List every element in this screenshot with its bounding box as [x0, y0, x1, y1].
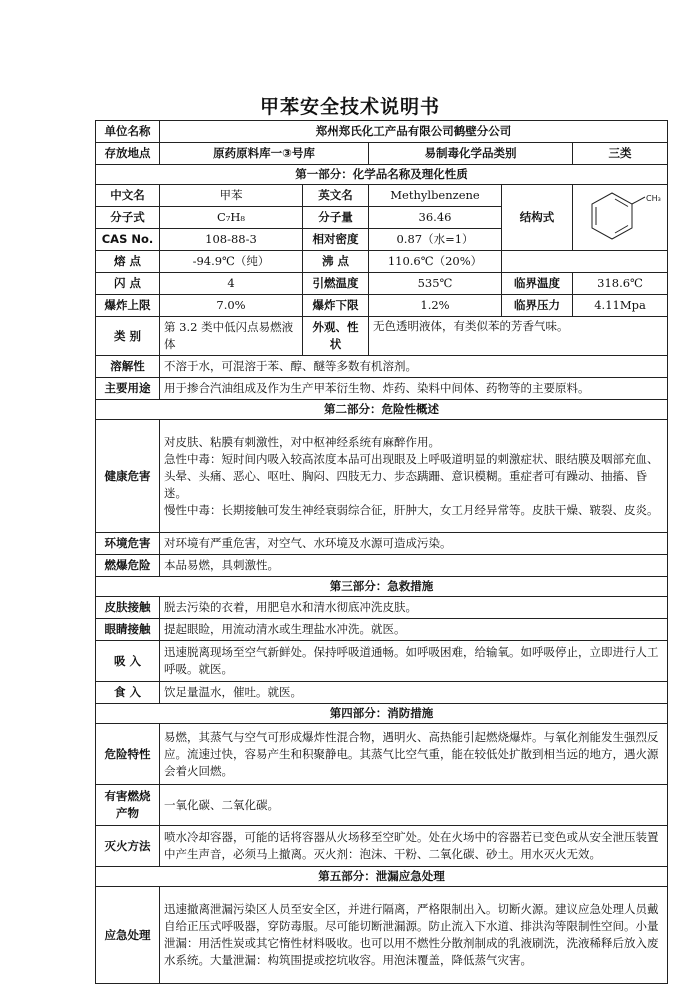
eye-label: 眼睛接触 [96, 619, 160, 641]
skin-row [96, 597, 668, 619]
formula-value: C₇H₈ [160, 207, 303, 229]
fire-value: 本品易燃，具刺激性。 [160, 555, 668, 577]
density-value: 0.87（水=1） [369, 229, 502, 251]
appearance-value: 无色透明液体，有类似苯的芳香气味。 [369, 317, 668, 356]
safety-data-sheet-table [95, 120, 668, 984]
solubility-label: 溶解性 [96, 356, 160, 378]
extinguish-value: 喷水冷却容器，可能的话将容器从火场移至空旷处。处在火场中的容器若已变色或从安全泄压装置中产生声音，必须马上撤离。灭火剂：泡沫、干粉、二氧化碳、砂土。用水灭火无效。 [160, 826, 668, 867]
use-label: 主要用途 [96, 378, 160, 400]
storage-label: 存放地点 [96, 143, 160, 165]
bp-value: 110.6℃（20%） [369, 251, 502, 273]
skin-label: 皮肤接触 [96, 597, 160, 619]
eye-value: 提起眼睑，用流动清水或生理盐水冲洗。就医。 [160, 619, 668, 641]
mp-label: 熔 点 [96, 251, 160, 273]
env-row [96, 533, 668, 555]
bp-label: 沸 点 [303, 251, 369, 273]
formula-label: 分子式 [96, 207, 160, 229]
melting-row [96, 251, 668, 273]
hazard-label: 危险特性 [96, 724, 160, 785]
health-line-chronic: 慢性中毒：长期接触可发生神经衰弱综合征，肝肿大，女工月经异常等。皮肤干燥、皲裂、皮炎。 [164, 502, 659, 517]
density-label: 相对密度 [303, 229, 369, 251]
ingestion-value: 饮足量温水，催吐。就医。 [160, 682, 668, 704]
ai-value: 535℃ [369, 273, 502, 295]
health-value [160, 420, 668, 533]
cas-label: CAS No. [96, 229, 160, 251]
double-bond-2 [615, 225, 628, 233]
ingestion-label: 食 入 [96, 682, 160, 704]
structure-spacer [502, 251, 668, 273]
class-value: 第 3.2 类中低闪点易燃液体 [160, 317, 303, 356]
cp-label: 临界压力 [502, 295, 573, 317]
section3-header-row [96, 577, 668, 597]
name-row [96, 185, 668, 207]
mw-value: 36.46 [369, 207, 502, 229]
products-label-line2: 产物 [116, 806, 139, 820]
skin-value: 脱去污染的衣着，用肥皂水和清水彻底冲洗皮肤。 [160, 597, 668, 619]
section4-header-row [96, 704, 668, 724]
ingestion-row [96, 682, 668, 704]
fire-row [96, 555, 668, 577]
cp-value: 4.11Mpa [573, 295, 668, 317]
lel-label: 爆炸下限 [303, 295, 369, 317]
use-row [96, 378, 668, 400]
fire-label: 燃爆危险 [96, 555, 160, 577]
solubility-value: 不溶于水，可混溶于苯、醇、醚等多数有机溶剂。 [160, 356, 668, 378]
en-name-label: 英文名 [303, 185, 369, 207]
ct-value: 318.6℃ [573, 273, 668, 295]
products-value: 一氧化碳、二氧化碳。 [160, 785, 668, 826]
env-value: 对环境有严重危害，对空气、水环境及水源可造成污染。 [160, 533, 668, 555]
section1-header-row [96, 165, 668, 185]
products-row [96, 785, 668, 826]
unit-label: 单位名称 [96, 121, 160, 143]
storage-row [96, 143, 668, 165]
category-label: 易制毒化学品类别 [369, 143, 573, 165]
solubility-row [96, 356, 668, 378]
uel-value: 7.0% [160, 295, 303, 317]
mw-label: 分子量 [303, 207, 369, 229]
use-value: 用于掺合汽油组成及作为生产甲苯衍生物、炸药、染料中间体、药物等的主要原料。 [160, 378, 668, 400]
methyl-bond [632, 197, 645, 204]
health-label: 健康危害 [96, 420, 160, 533]
extinguish-row [96, 826, 668, 867]
extinguish-label: 灭火方法 [96, 826, 160, 867]
cas-value: 108-88-3 [160, 229, 303, 251]
class-label: 类 别 [96, 317, 160, 356]
emergency-row [96, 887, 668, 984]
category-value: 三类 [573, 143, 668, 165]
uel-label: 爆炸上限 [96, 295, 160, 317]
ch3-label: CH₃ [646, 193, 661, 203]
appearance-label: 外观、性状 [303, 317, 369, 356]
inhalation-value: 迅速脱离现场至空气新鲜处。保持呼吸道通畅。如呼吸困难，给输氧。如呼吸停止，立即进行人工呼吸。就医。 [160, 641, 668, 682]
mp-value: -94.9℃（纯） [160, 251, 303, 273]
unit-row [96, 121, 668, 143]
cn-name-value: 甲苯 [160, 185, 303, 207]
storage-value: 原药原料库一③号库 [160, 143, 369, 165]
section5-header-row [96, 867, 668, 887]
double-bond-1 [615, 199, 628, 207]
hazard-value: 易燃，其蒸气与空气可形成爆炸性混合物，遇明火、高热能引起燃烧爆炸。与氧化剂能发生强烈反应。流速过快，容易产生和积聚静电。其蒸气比空气重，能在较低处扩散到相当远的地方，遇火源会着火回燃。 [160, 724, 668, 785]
health-row [96, 420, 668, 533]
inhalation-label: 吸 入 [96, 641, 160, 682]
inhalation-row [96, 641, 668, 682]
fp-value: 4 [160, 273, 303, 295]
products-label-line1: 有害燃烧 [104, 789, 151, 803]
eye-row [96, 619, 668, 641]
hazard-row [96, 724, 668, 785]
cn-name-label: 中文名 [96, 185, 160, 207]
emergency-label: 应急处理 [96, 887, 160, 984]
health-line-acute: 急性中毒：短时间内吸入较高浓度本品可出现眼及上呼吸道明显的刺激症状、眼结膜及咽部充血、头晕、头痛、恶心、呕吐、胸闷、四肢无力、步态蹒跚、意识模糊。重症者可有躁动、抽搐、昏迷。 [164, 451, 659, 500]
toluene-structure-diagram [577, 189, 667, 247]
section4-title: 第四部分：消防措施 [96, 704, 668, 724]
section5-title: 第五部分：泄漏应急处理 [96, 867, 668, 887]
section2-header-row [96, 400, 668, 420]
class-row [96, 317, 668, 356]
section1-title: 第一部分：化学品名称及理化性质 [96, 165, 668, 185]
health-line-general: 对皮肤、粘膜有刺激性，对中枢神经系统有麻醉作用。 [164, 434, 440, 449]
en-name-value: Methylbenzene [369, 185, 502, 207]
section3-title: 第三部分：急救措施 [96, 577, 668, 597]
env-label: 环境危害 [96, 533, 160, 555]
ct-label: 临界温度 [502, 273, 573, 295]
structure-label: 结构式 [502, 185, 573, 251]
fp-label: 闪 点 [96, 273, 160, 295]
benzene-ring [592, 193, 632, 239]
emergency-value: 迅速撤离泄漏污染区人员至安全区，并进行隔离，严格限制出入。切断火源。建议应急处理人员戴自给正压式呼吸器，穿防毒服。尽可能切断泄漏源。防止流入下水道、排洪沟等限制性空间。小量泄漏：用活性炭或其它惰性材料吸收。也可以用不燃性分散剂制成的乳液刷洗，洗液稀释后放入废水系统。大量泄漏：构筑围提或挖坑收容。用泡沫覆盖，降低蒸气灾害。 [160, 887, 668, 984]
document-title: 甲苯安全技术说明书 [259, 96, 440, 118]
structure-formula-cell [573, 185, 668, 251]
explosion-row [96, 295, 668, 317]
section2-title: 第二部分：危险性概述 [96, 400, 668, 420]
products-label [96, 785, 160, 826]
lel-value: 1.2% [369, 295, 502, 317]
unit-value: 郑州郑氏化工产品有限公司鹤壁分公司 [160, 121, 668, 143]
flash-row [96, 273, 668, 295]
ai-label: 引燃温度 [303, 273, 369, 295]
